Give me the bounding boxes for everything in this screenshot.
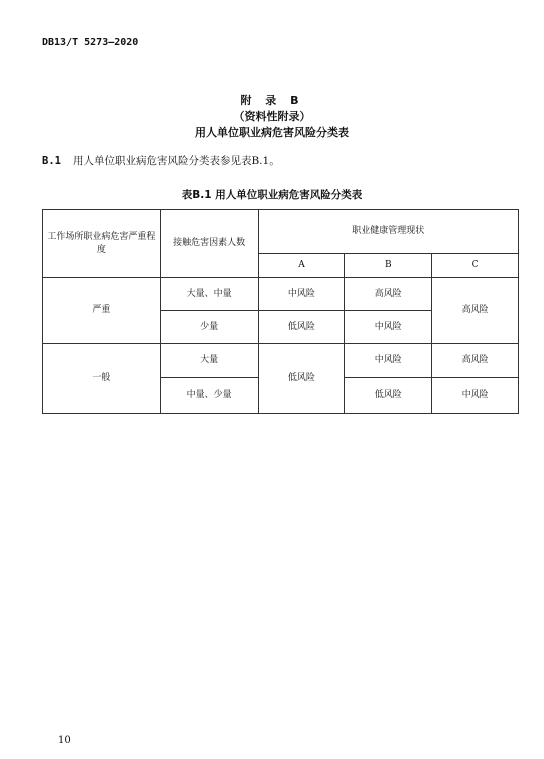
intro-number: B.1 [42, 155, 61, 167]
exposure-cell: 少量 [160, 311, 258, 344]
severity-general: 一般 [43, 344, 161, 414]
risk-cell: 高风险 [432, 344, 519, 378]
header-col-a: A [258, 254, 345, 278]
intro-text: 用人单位职业病危害风险分类表参见表B.1。 [72, 155, 280, 167]
risk-cell: 中风险 [345, 311, 432, 344]
risk-cell: 低风险 [258, 344, 345, 414]
risk-cell: 中风险 [432, 378, 519, 414]
page-number: 10 [58, 735, 71, 746]
severity-serious: 严重 [43, 278, 161, 344]
risk-cell: 低风险 [345, 378, 432, 414]
appendix-heading [0, 93, 544, 141]
risk-cell: 中风险 [345, 344, 432, 378]
risk-cell: 高风险 [432, 278, 519, 344]
appendix-name: 用人单位职业病危害风险分类表 [195, 126, 349, 139]
risk-cell: 高风险 [345, 278, 432, 311]
exposure-cell: 大量、中量 [160, 278, 258, 311]
document-code: DB13/T 5273—2020 [42, 37, 139, 48]
header-col-c: C [432, 254, 519, 278]
table-caption: 表B.1 用人单位职业病危害风险分类表 [181, 189, 363, 201]
risk-classification-table [42, 209, 519, 414]
header-col-b: B [345, 254, 432, 278]
appendix-type: （资料性附录） [233, 110, 311, 123]
risk-cell: 低风险 [258, 311, 345, 344]
risk-cell: 中风险 [258, 278, 345, 311]
table-row [43, 344, 519, 378]
table-row [43, 278, 519, 311]
exposure-cell: 大量 [160, 344, 258, 378]
header-exposure: 接触危害因素人数 [160, 210, 258, 278]
appendix-title: 附 录 B [240, 94, 304, 107]
header-management: 职业健康管理现状 [258, 210, 518, 254]
header-severity: 工作场所职业病危害严重程度 [43, 210, 161, 278]
intro-paragraph [42, 153, 280, 168]
table-header-row [43, 210, 519, 254]
exposure-cell: 中量、少量 [160, 378, 258, 414]
